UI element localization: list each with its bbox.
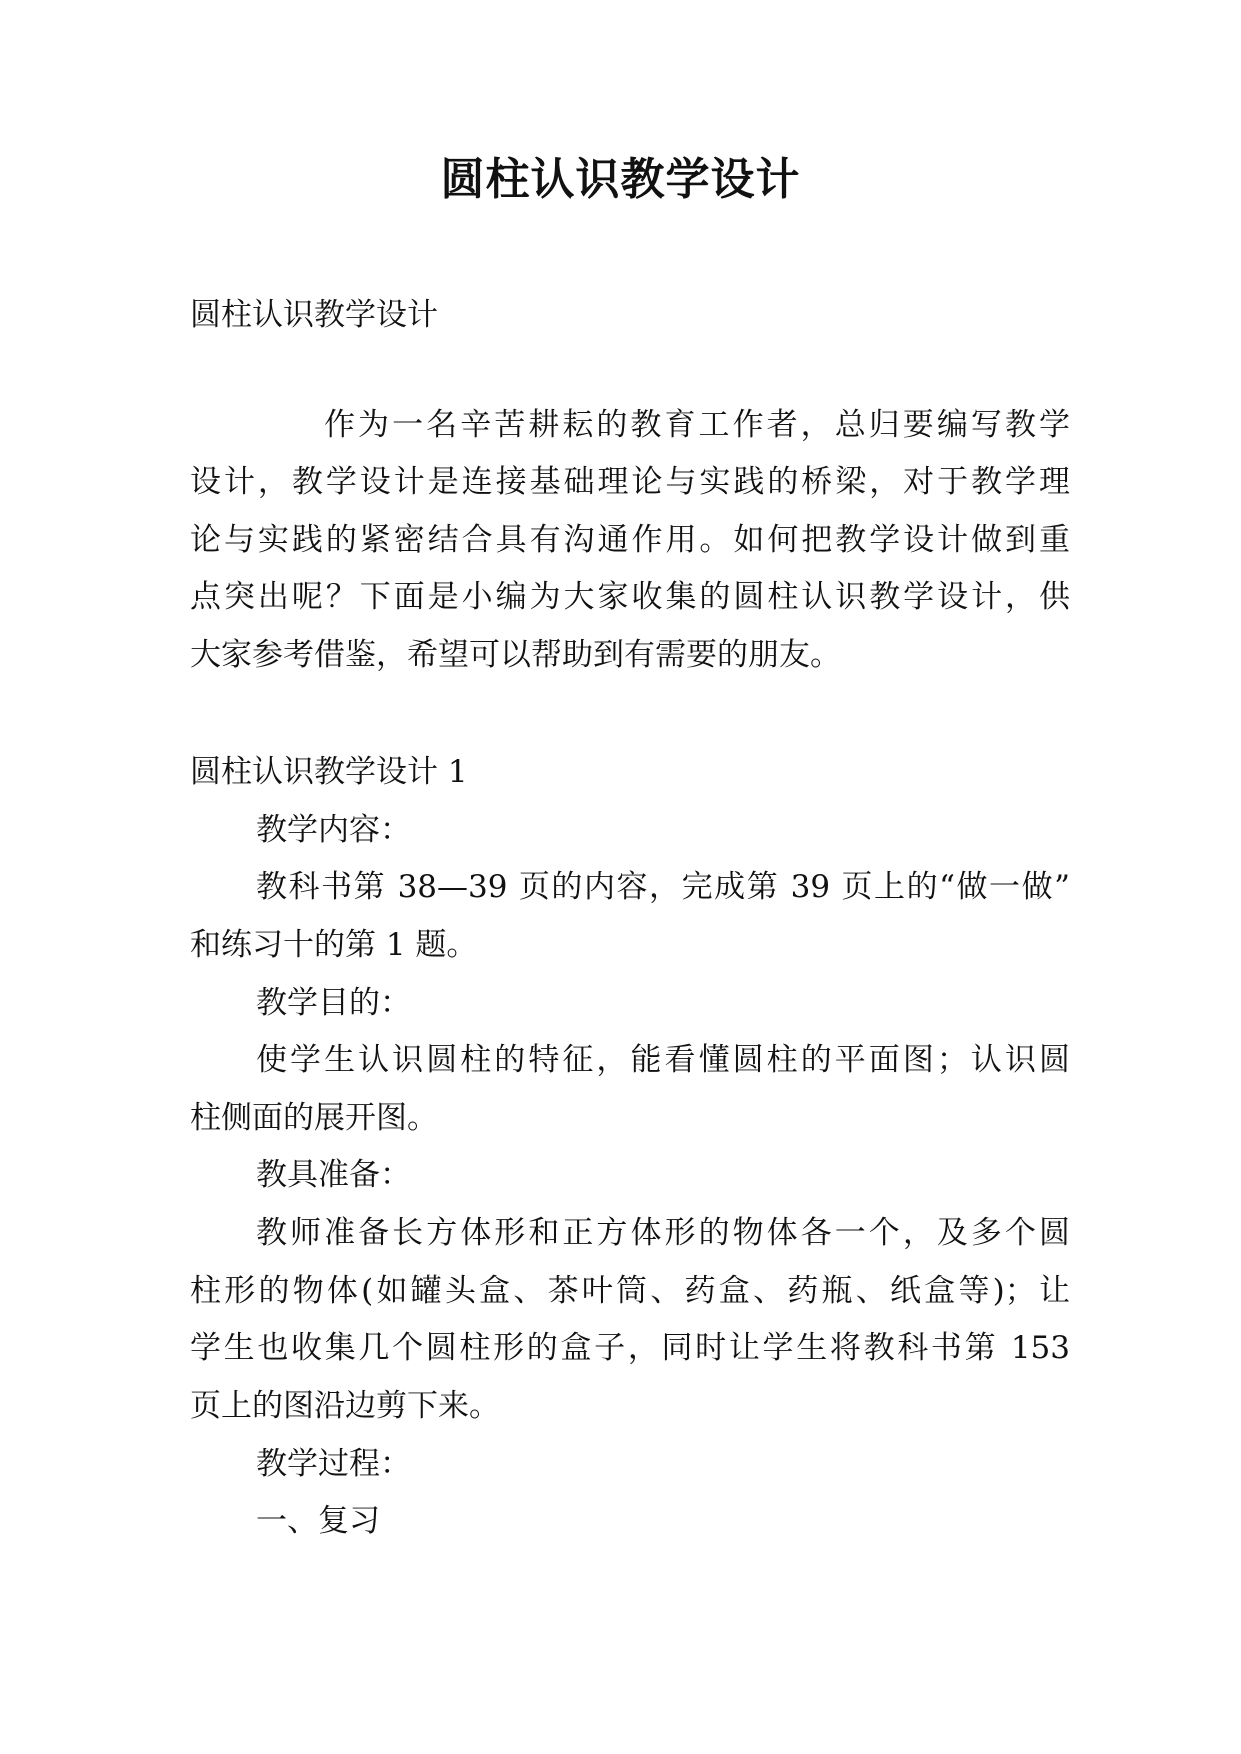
review-heading: 一、复习 [256,1503,380,1539]
section-heading: 圆柱认识教学设计 1 [190,754,468,790]
goal-line-2: 柱侧面的展开图。 [190,1100,438,1136]
intro-line-5: 大家参考借鉴，希望可以帮助到有需要的朋友。 [190,637,841,673]
content-heading: 教学内容： [256,812,411,848]
intro-line-1: 作为一名辛苦耕耘的教育工作者，总归要编写教学 [324,407,1070,443]
tools-line-4: 页上的图沿边剪下来。 [190,1388,500,1424]
content-line-1: 教科书第 38—39 页的内容，完成第 39 页上的“做一做” [256,869,1070,905]
intro-line-3: 论与实践的紧密结合具有沟通作用。如何把教学设计做到重 [190,522,1070,558]
process-heading: 教学过程： [256,1446,411,1482]
tools-line-3: 学生也收集几个圆柱形的盒子，同时让学生将教科书第 153 [190,1330,1070,1366]
intro-line-4: 点突出呢？下面是小编为大家收集的圆柱认识教学设计，供 [190,579,1070,615]
document-title: 圆柱认识教学设计 [440,154,801,205]
document-subtitle: 圆柱认识教学设计 [190,297,438,333]
goal-heading: 教学目的： [256,985,411,1021]
tools-line-1: 教师准备长方体形和正方体形的物体各一个，及多个圆 [256,1215,1070,1251]
intro-line-2: 设计，教学设计是连接基础理论与实践的桥梁，对于教学理 [190,464,1070,500]
tools-line-2: 柱形的物体(如罐头盒、茶叶筒、药盒、药瓶、纸盒等)；让 [190,1273,1070,1309]
content-line-2: 和练习十的第 1 题。 [190,927,478,963]
goal-line-1: 使学生认识圆柱的特征，能看懂圆柱的平面图；认识圆 [256,1042,1070,1078]
tools-heading: 教具准备： [256,1157,411,1193]
